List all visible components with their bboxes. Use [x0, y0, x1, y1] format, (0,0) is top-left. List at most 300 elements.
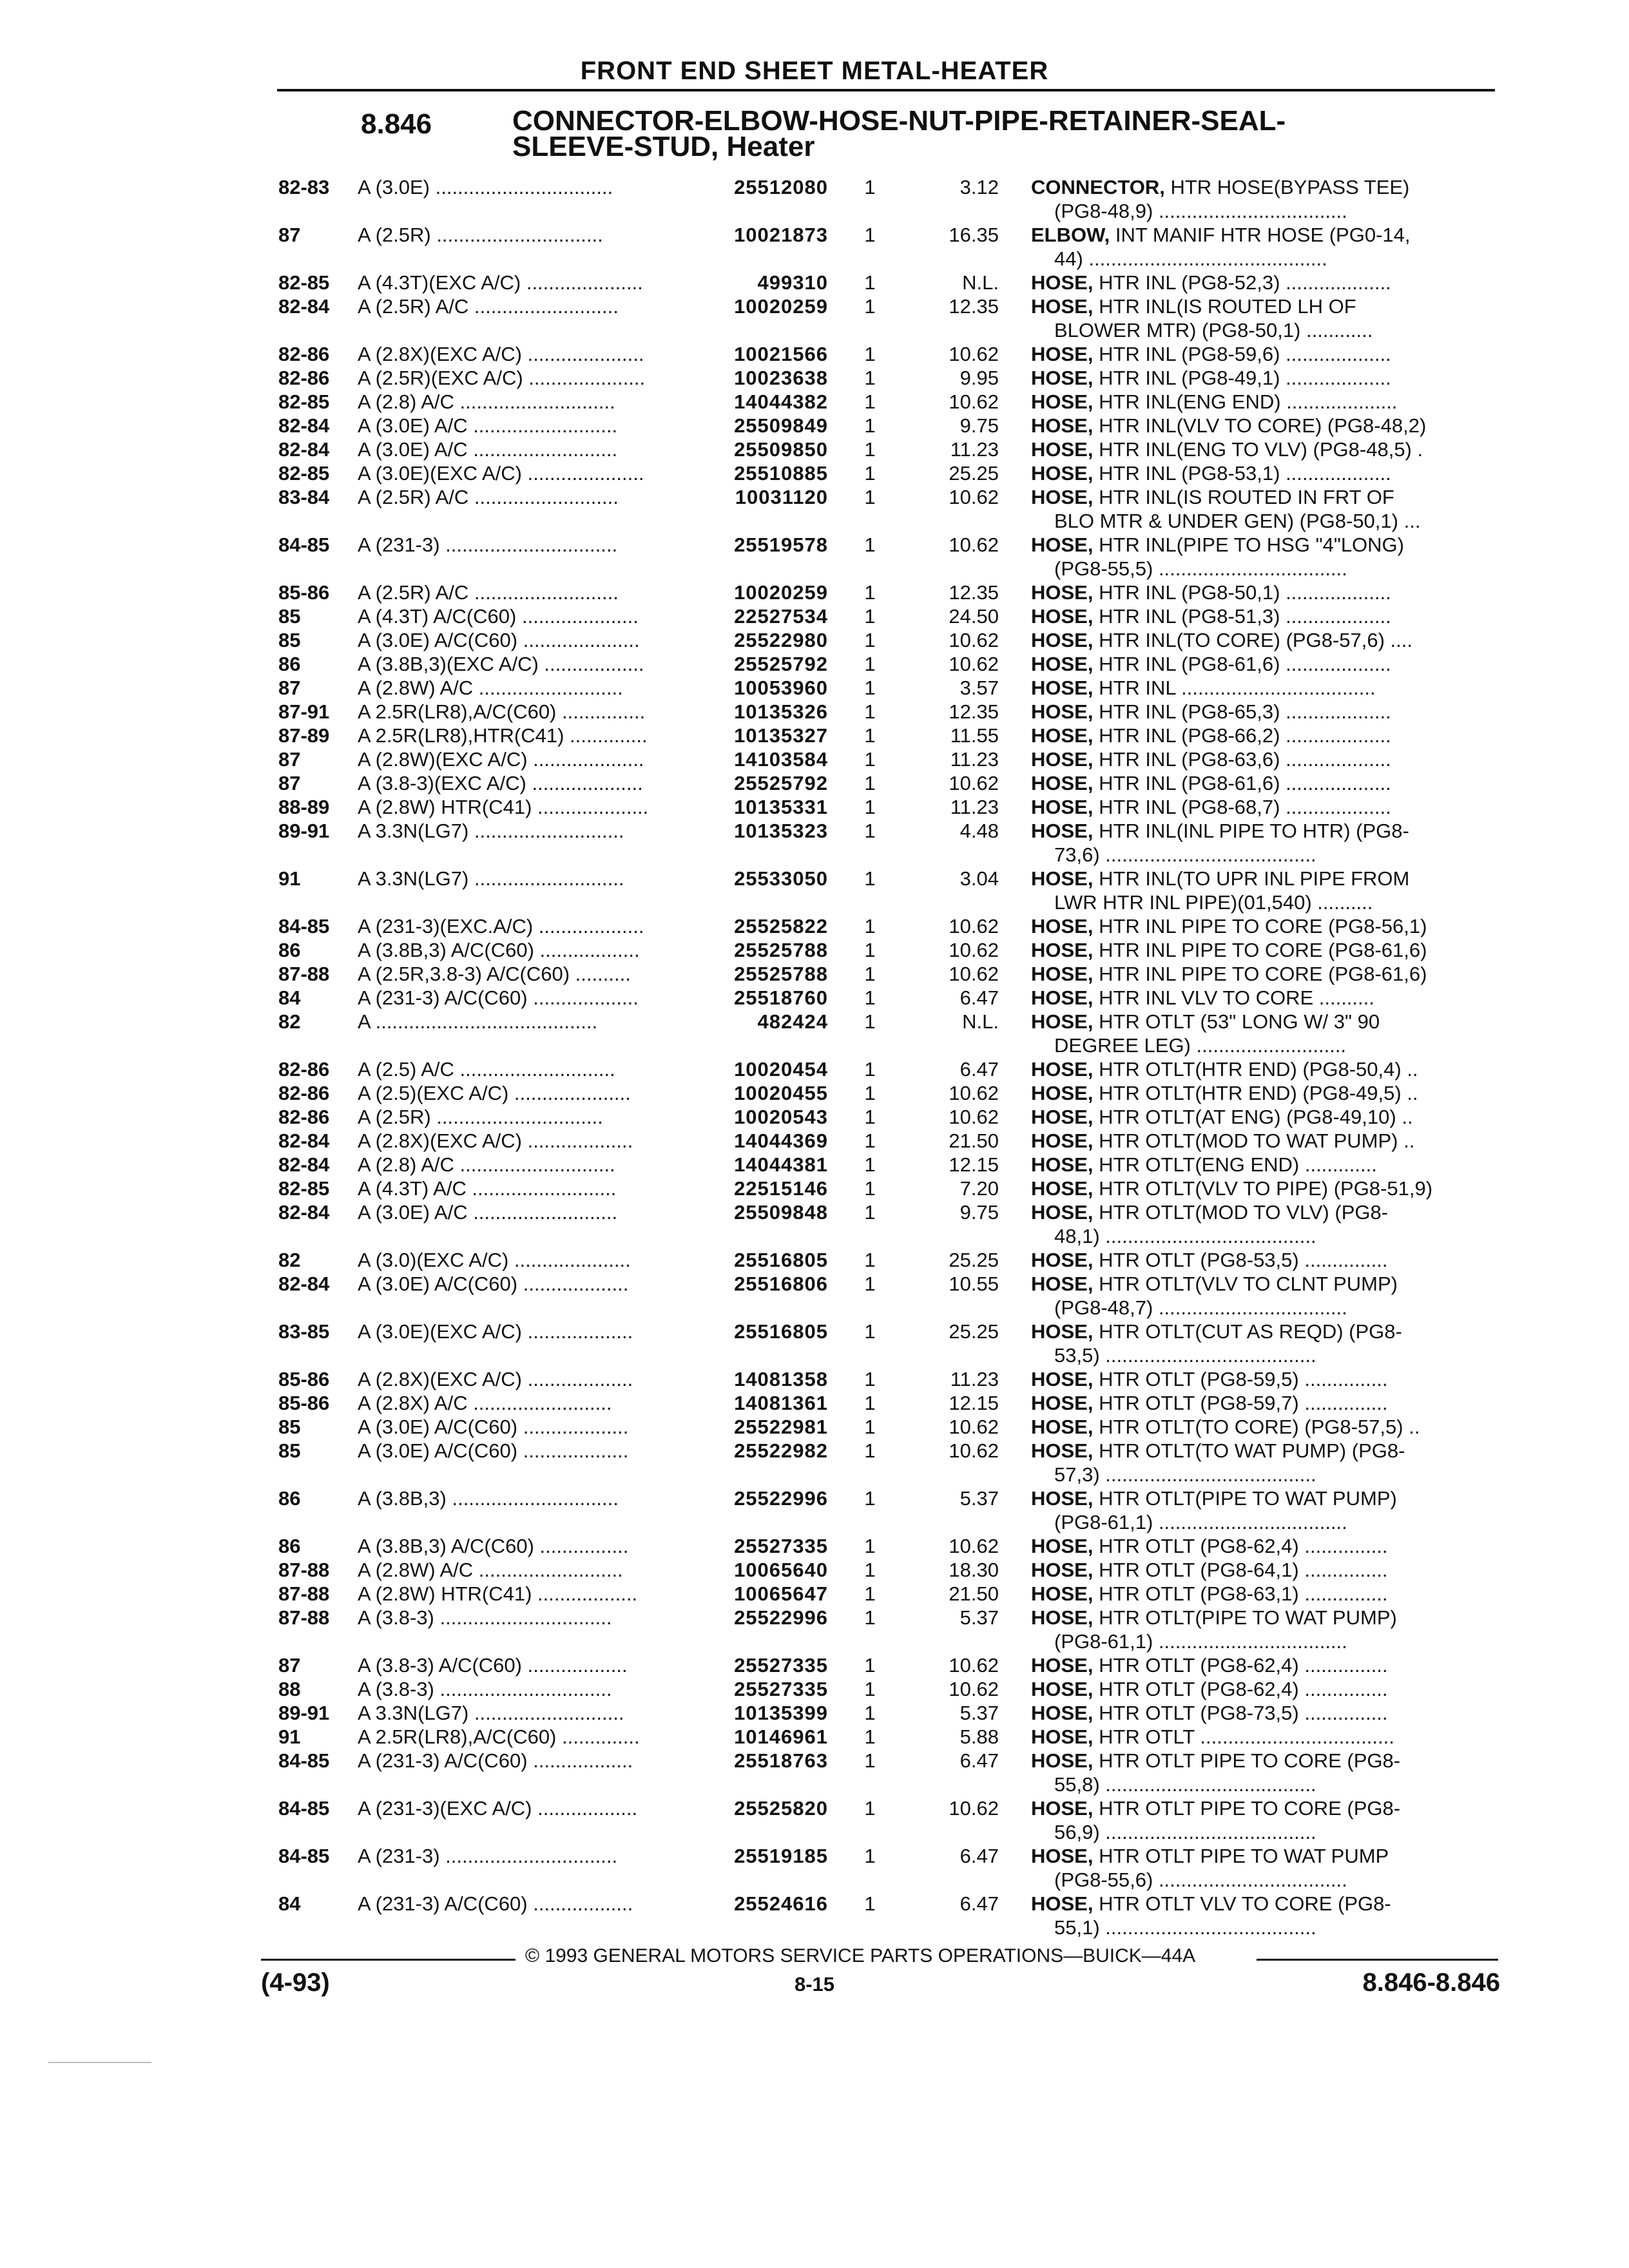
part-number: 25509849 — [734, 414, 828, 437]
model-years: 89-91 — [278, 1702, 330, 1724]
part-number: 22515146 — [734, 1177, 828, 1200]
description-keyword: CONNECTOR, — [1031, 176, 1165, 198]
quantity: 1 — [864, 1487, 876, 1510]
price: 12.35 — [949, 700, 999, 723]
model-years: 82-86 — [278, 367, 330, 389]
part-description — [1031, 819, 1501, 867]
model-years: 82-84 — [278, 1153, 330, 1176]
price: 10.62 — [949, 1678, 999, 1700]
description-line — [1031, 771, 1501, 795]
quantity: 1 — [864, 1654, 876, 1677]
part-number: 10020455 — [734, 1082, 828, 1104]
description-text: HTR OTLT (PG8-73,5) ............... — [1099, 1702, 1388, 1724]
part-description — [1031, 1796, 1501, 1844]
description-line — [1031, 747, 1501, 771]
description-keyword: HOSE, — [1031, 700, 1094, 723]
part-description — [1031, 581, 1501, 604]
model-years: 87 — [278, 1654, 301, 1677]
quantity: 1 — [864, 986, 876, 1009]
quantity: 1 — [864, 1416, 876, 1438]
model-years: 82-84 — [278, 438, 330, 461]
quantity: 1 — [864, 1439, 876, 1462]
description-line: 44) ........................................... — [1054, 247, 1327, 270]
price: 12.15 — [949, 1153, 999, 1176]
description-keyword: HOSE, — [1031, 939, 1094, 961]
model-years: 84 — [278, 986, 301, 1009]
part-number: 10021566 — [734, 343, 828, 365]
price: 11.23 — [950, 438, 999, 461]
description-text: HTR OTLT (PG8-62,4) ............... — [1099, 1535, 1388, 1557]
part-description — [1031, 414, 1501, 437]
description-line — [1031, 1749, 1501, 1773]
quantity: 1 — [864, 605, 876, 628]
model-application: A (3.8B,3) A/C(C60) .................. — [358, 939, 640, 961]
part-description — [1031, 1534, 1501, 1558]
description-text: HTR OTLT (PG8-64,1) ............... — [1099, 1559, 1388, 1581]
description-keyword: HOSE, — [1031, 677, 1094, 699]
description-text: HTR OTLT(VLV TO CLNT PUMP) — [1099, 1273, 1398, 1295]
model-application: A (3.0E)(EXC A/C) ................... — [358, 1320, 633, 1343]
description-keyword: HOSE, — [1031, 1201, 1094, 1224]
description-keyword: HOSE, — [1031, 986, 1094, 1009]
description-text: HTR OTLT(PIPE TO WAT PUMP) — [1099, 1487, 1397, 1510]
description-line — [1031, 652, 1501, 676]
description-line — [1031, 1367, 1501, 1391]
description-keyword: HOSE, — [1031, 915, 1094, 937]
description-keyword: HOSE, — [1031, 1725, 1094, 1748]
model-application: A (2.8W) A/C .......................... — [358, 1559, 623, 1581]
part-description — [1031, 533, 1501, 581]
footer-rule-left — [261, 1959, 516, 1961]
price: 10.62 — [949, 915, 999, 937]
price: 10.62 — [949, 343, 999, 365]
description-line: 55,1) ...................................... — [1054, 1916, 1316, 1939]
model-application: A (3.0E) A/C .......................... — [358, 414, 618, 437]
model-years: 84 — [278, 1892, 301, 1915]
model-years: 82-84 — [278, 1201, 330, 1224]
part-description — [1031, 747, 1501, 771]
model-years: 87-88 — [278, 1606, 330, 1629]
description-keyword: HOSE, — [1031, 1153, 1094, 1176]
price: 12.35 — [949, 295, 999, 318]
part-description — [1031, 1272, 1501, 1320]
model-years: 85 — [278, 1439, 301, 1462]
description-text: HTR OTLT (PG8-62,4) ............... — [1099, 1678, 1388, 1700]
price: 21.50 — [949, 1129, 999, 1152]
description-keyword: HOSE, — [1031, 486, 1094, 508]
description-line — [1031, 1105, 1501, 1129]
part-number: 14081361 — [734, 1392, 828, 1414]
description-keyword: HOSE, — [1031, 1320, 1094, 1343]
model-application: A (2.5R) A/C .......................... — [358, 581, 619, 604]
price: 10.62 — [949, 939, 999, 961]
description-keyword: HOSE, — [1031, 1177, 1094, 1200]
page-title: FRONT END SHEET METAL-HEATER — [580, 57, 1049, 85]
price: 10.62 — [949, 1416, 999, 1438]
description-line: DEGREE LEG) ........................... — [1054, 1034, 1347, 1057]
description-line — [1031, 1606, 1501, 1629]
model-application: A (231-3) ............................... — [358, 533, 618, 556]
description-keyword: HOSE, — [1031, 653, 1094, 675]
description-text: HTR INL (PG8-50,1) ................... — [1099, 581, 1391, 604]
price: 9.75 — [959, 414, 999, 437]
description-line — [1031, 1320, 1501, 1343]
quantity: 1 — [864, 295, 876, 318]
description-line: 55,8) ...................................... — [1054, 1773, 1316, 1796]
price: 10.62 — [949, 1439, 999, 1462]
description-text: HTR INL ................................... — [1099, 677, 1376, 699]
description-line — [1031, 533, 1501, 557]
description-text: HTR INL (PG8-61,6) ................... — [1099, 772, 1391, 794]
part-description — [1031, 1844, 1501, 1892]
price: 25.25 — [949, 1320, 999, 1343]
part-description — [1031, 342, 1501, 366]
description-line — [1031, 1415, 1501, 1439]
description-text: HTR INL VLV TO CORE .......... — [1099, 986, 1374, 1009]
quantity: 1 — [864, 1392, 876, 1414]
part-description — [1031, 294, 1501, 342]
description-keyword: HOSE, — [1031, 605, 1094, 628]
description-keyword: HOSE, — [1031, 772, 1094, 794]
model-application: A 3.3N(LG7) ........................... — [358, 867, 624, 890]
part-number: 25522981 — [734, 1416, 828, 1438]
description-text: HTR INL PIPE TO CORE (PG8-56,1) — [1099, 915, 1427, 937]
part-number: 25527335 — [734, 1535, 828, 1557]
model-application: A (3.8-3)(EXC A/C) .................... — [358, 772, 643, 794]
model-years: 82-86 — [278, 343, 330, 365]
description-keyword: HOSE, — [1031, 367, 1094, 389]
description-keyword: HOSE, — [1031, 1845, 1094, 1867]
model-years: 82 — [278, 1010, 301, 1033]
description-line — [1031, 1892, 1501, 1916]
part-number: 25522996 — [734, 1487, 828, 1510]
description-keyword: ELBOW, — [1031, 224, 1110, 246]
footer-rule-right — [1257, 1959, 1498, 1961]
model-years: 86 — [278, 1487, 301, 1510]
description-text: HTR OTLT PIPE TO CORE (PG8- — [1099, 1797, 1401, 1820]
model-application: A (2.5R,3.8-3) A/C(C60) .......... — [358, 963, 631, 985]
part-description — [1031, 485, 1501, 533]
part-description — [1031, 1367, 1501, 1391]
description-line — [1031, 1558, 1501, 1582]
model-application: A (2.5R) .............................. — [358, 224, 603, 246]
description-keyword: HOSE, — [1031, 1249, 1094, 1271]
description-text: HTR OTLT (PG8-62,4) ............... — [1099, 1654, 1388, 1677]
part-number: 25533050 — [734, 867, 828, 890]
model-application: A (2.8) A/C ............................ — [358, 1153, 615, 1176]
part-description — [1031, 175, 1501, 223]
description-keyword: HOSE, — [1031, 1559, 1094, 1581]
description-text: HTR INL (PG8-65,3) ................... — [1099, 700, 1391, 723]
part-number: 25525788 — [734, 963, 828, 985]
model-application: A (2.5)(EXC A/C) ..................... — [358, 1082, 631, 1104]
quantity: 1 — [864, 1559, 876, 1581]
price: 10.62 — [949, 653, 999, 675]
description-text: HTR OTLT (PG8-59,7) ............... — [1099, 1392, 1388, 1414]
part-number: 482424 — [757, 1010, 828, 1033]
model-application: A ........................................ — [358, 1010, 598, 1033]
description-keyword: HOSE, — [1031, 963, 1094, 985]
part-number: 25516805 — [734, 1320, 828, 1343]
part-description — [1031, 366, 1501, 390]
part-number: 14081358 — [734, 1368, 828, 1390]
model-years: 87-88 — [278, 1582, 330, 1605]
price: 10.62 — [949, 1106, 999, 1128]
description-keyword: HOSE, — [1031, 1058, 1094, 1081]
model-years: 87-89 — [278, 724, 330, 747]
description-keyword: HOSE, — [1031, 438, 1094, 461]
model-application: A (2.8W) HTR(C41) .................... — [358, 796, 649, 818]
model-years: 84-85 — [278, 1797, 330, 1820]
description-line — [1031, 1701, 1501, 1725]
description-keyword: HOSE, — [1031, 1892, 1094, 1915]
model-years: 87-88 — [278, 1559, 330, 1581]
description-text: HTR INL (PG8-63,6) ................... — [1099, 748, 1391, 771]
description-line — [1031, 962, 1501, 986]
description-keyword: HOSE, — [1031, 629, 1094, 651]
model-years: 82-85 — [278, 271, 330, 294]
model-application: A (2.8W) A/C .......................... — [358, 677, 623, 699]
model-years: 82 — [278, 1249, 301, 1271]
price: 18.30 — [949, 1559, 999, 1581]
part-number: 25527335 — [734, 1678, 828, 1700]
model-years: 84-85 — [278, 533, 330, 556]
description-line: 53,5) ...................................... — [1054, 1344, 1316, 1367]
price: N.L. — [962, 1010, 999, 1033]
description-text: HTR OTLT (PG8-53,5) ............... — [1099, 1249, 1388, 1271]
model-application: A (3.8B,3) .............................. — [358, 1487, 619, 1510]
footer-copyright: © 1993 GENERAL MOTORS SERVICE PARTS OPERATIONS—BUICK—44A — [525, 1945, 1196, 1966]
quantity: 1 — [864, 1678, 876, 1700]
description-line — [1031, 437, 1501, 461]
model-application: A (2.5R) .............................. — [358, 1106, 603, 1128]
price: 10.55 — [949, 1273, 999, 1295]
price: 10.62 — [949, 390, 999, 413]
model-application: A (231-3)(EXC.A/C) ................... — [358, 915, 644, 937]
price: 7.20 — [959, 1177, 999, 1200]
part-number: 25525822 — [734, 915, 828, 937]
price: 25.25 — [949, 462, 999, 485]
description-keyword: HOSE, — [1031, 271, 1094, 294]
part-number: 10021873 — [734, 224, 828, 246]
description-text: HTR INL(PIPE TO HSG "4"LONG) — [1099, 533, 1404, 556]
part-description — [1031, 1582, 1501, 1606]
price: 3.57 — [959, 677, 999, 699]
part-number: 10020259 — [734, 295, 828, 318]
model-years: 89-91 — [278, 820, 330, 842]
description-keyword: HOSE, — [1031, 1678, 1094, 1700]
quantity: 1 — [864, 867, 876, 890]
quantity: 1 — [864, 224, 876, 246]
quantity: 1 — [864, 176, 876, 198]
model-application: A (231-3)(EXC A/C) .................. — [358, 1797, 638, 1820]
description-keyword: HOSE, — [1031, 796, 1094, 818]
description-text: HTR OTLT(TO WAT PUMP) (PG8- — [1099, 1439, 1405, 1462]
description-text: HTR INL (PG8-53,1) ................... — [1099, 462, 1391, 485]
part-number: 25519185 — [734, 1845, 828, 1867]
model-years: 85 — [278, 1416, 301, 1438]
model-application: A (2.5R) A/C .......................... — [358, 486, 619, 508]
description-text: HTR INL(ENG END) .................... — [1099, 390, 1398, 413]
description-keyword: HOSE, — [1031, 1106, 1094, 1128]
part-description — [1031, 1057, 1501, 1081]
model-years: 84-85 — [278, 1845, 330, 1867]
description-text: HTR INL(INL PIPE TO HTR) (PG8- — [1099, 820, 1409, 842]
description-text: HTR OTLT(HTR END) (PG8-50,4) .. — [1099, 1058, 1418, 1081]
description-line: (PG8-48,9) .................................. — [1054, 200, 1347, 222]
model-years: 83-84 — [278, 486, 330, 508]
description-line — [1031, 1153, 1501, 1177]
model-years: 86 — [278, 939, 301, 961]
price: 10.62 — [949, 772, 999, 794]
quantity: 1 — [864, 1010, 876, 1033]
description-line — [1031, 1844, 1501, 1868]
description-text: HTR INL (PG8-59,6) ................... — [1099, 343, 1391, 365]
part-number: 10135323 — [734, 820, 828, 842]
part-description — [1031, 771, 1501, 795]
quantity: 1 — [864, 390, 876, 413]
model-application: A (3.0)(EXC A/C) ..................... — [358, 1249, 631, 1271]
description-text: HTR OTLT VLV TO CORE (PG8- — [1099, 1892, 1391, 1915]
description-keyword: HOSE, — [1031, 1749, 1094, 1772]
part-description — [1031, 1248, 1501, 1272]
description-keyword: HOSE, — [1031, 1082, 1094, 1104]
model-application: A (3.0E) A/C(C60) ................... — [358, 1273, 629, 1295]
model-years: 82-84 — [278, 414, 330, 437]
model-application: A (4.3T)(EXC A/C) ..................... — [358, 271, 643, 294]
part-description — [1031, 1177, 1501, 1200]
model-application: A (2.8W) HTR(C41) .................. — [358, 1582, 638, 1605]
model-years: 82-84 — [278, 1273, 330, 1295]
price: 16.35 — [949, 224, 999, 246]
description-text: HTR INL (PG8-61,6) ................... — [1099, 653, 1391, 675]
part-number: 25522982 — [734, 1439, 828, 1462]
model-years: 82-86 — [278, 1082, 330, 1104]
description-line — [1031, 1272, 1501, 1296]
description-line — [1031, 1439, 1501, 1463]
description-line — [1031, 485, 1501, 509]
model-years: 85 — [278, 605, 301, 628]
model-years: 85-86 — [278, 1392, 330, 1414]
model-years: 82-84 — [278, 1129, 330, 1152]
part-number: 25525792 — [734, 772, 828, 794]
price: 10.62 — [949, 1654, 999, 1677]
description-line: (PG8-61,1) .................................. — [1054, 1630, 1347, 1653]
price: 6.47 — [959, 1892, 999, 1915]
model-years: 86 — [278, 1535, 301, 1557]
quantity: 1 — [864, 963, 876, 985]
scan-speck — [48, 2062, 151, 2063]
description-text: HTR INL(TO UPR INL PIPE FROM — [1099, 867, 1410, 890]
part-description — [1031, 1725, 1501, 1749]
description-keyword: HOSE, — [1031, 1702, 1094, 1724]
quantity: 1 — [864, 1606, 876, 1629]
description-line: 48,1) ...................................... — [1054, 1225, 1316, 1247]
model-application: A (3.8-3) ............................... — [358, 1678, 612, 1700]
quantity: 1 — [864, 581, 876, 604]
quantity: 1 — [864, 1153, 876, 1176]
part-description — [1031, 437, 1501, 461]
part-description — [1031, 1677, 1501, 1701]
model-years: 82-84 — [278, 295, 330, 318]
description-line — [1031, 1248, 1501, 1272]
price: 5.37 — [959, 1487, 999, 1510]
model-application: A (3.8B,3) A/C(C60) ................ — [358, 1535, 629, 1557]
part-description — [1031, 271, 1501, 294]
model-years: 84-85 — [278, 1749, 330, 1772]
part-number: 10135327 — [734, 724, 828, 747]
part-description — [1031, 223, 1501, 271]
description-line — [1031, 676, 1501, 700]
description-keyword: HOSE, — [1031, 1535, 1094, 1557]
description-line — [1031, 938, 1501, 962]
model-years: 87-88 — [278, 963, 330, 985]
description-keyword: HOSE, — [1031, 1010, 1094, 1033]
description-line: (PG8-48,7) .................................. — [1054, 1296, 1347, 1319]
model-application: A (3.0E) A/C(C60) ..................... — [358, 629, 640, 651]
part-number: 25510885 — [734, 462, 828, 485]
price: 6.47 — [959, 1749, 999, 1772]
part-description — [1031, 938, 1501, 962]
description-text: HTR INL(VLV TO CORE) (PG8-48,2) — [1099, 414, 1427, 437]
quantity: 1 — [864, 1368, 876, 1390]
description-text: HTR OTLT PIPE TO CORE (PG8- — [1099, 1749, 1401, 1772]
price: 4.48 — [959, 820, 999, 842]
part-number: 25525792 — [734, 653, 828, 675]
description-keyword: HOSE, — [1031, 343, 1094, 365]
description-line — [1031, 914, 1501, 938]
part-number: 25522996 — [734, 1606, 828, 1629]
model-years: 87 — [278, 748, 301, 771]
price: 11.55 — [950, 724, 999, 747]
description-line — [1031, 1725, 1501, 1749]
model-years: 82-85 — [278, 390, 330, 413]
quantity: 1 — [864, 1582, 876, 1605]
quantity: 1 — [864, 343, 876, 365]
description-line — [1031, 1534, 1501, 1558]
quantity: 1 — [864, 820, 876, 842]
model-years: 82-85 — [278, 1177, 330, 1200]
part-description — [1031, 1486, 1501, 1534]
model-years: 85-86 — [278, 1368, 330, 1390]
description-text: HTR INL (PG8-66,2) ................... — [1099, 724, 1391, 747]
quantity: 1 — [864, 1177, 876, 1200]
price: 11.23 — [950, 796, 999, 818]
description-text: HTR INL PIPE TO CORE (PG8-61,6) — [1099, 939, 1427, 961]
part-number: 10053960 — [734, 677, 828, 699]
part-number: 25512080 — [734, 176, 828, 198]
description-line — [1031, 1391, 1501, 1415]
description-text: HTR OTLT(ENG END) ............. — [1099, 1153, 1377, 1176]
price: 10.62 — [949, 1082, 999, 1104]
part-number: 499310 — [757, 271, 828, 294]
description-line — [1031, 342, 1501, 366]
model-application: A (231-3) A/C(C60) ................... — [358, 986, 639, 1009]
description-text: HTR INL(IS ROUTED IN FRT OF — [1099, 486, 1394, 508]
price: 11.23 — [950, 748, 999, 771]
description-keyword: HOSE, — [1031, 1368, 1094, 1390]
quantity: 1 — [864, 1058, 876, 1081]
model-application: A (231-3) A/C(C60) .................. — [358, 1892, 633, 1915]
price: 11.23 — [950, 1368, 999, 1390]
model-years: 88 — [278, 1678, 301, 1700]
part-number: 10135399 — [734, 1702, 828, 1724]
model-application: A 3.3N(LG7) ........................... — [358, 820, 624, 842]
quantity: 1 — [864, 1249, 876, 1271]
part-number: 25519578 — [734, 533, 828, 556]
part-description — [1031, 962, 1501, 986]
model-years: 91 — [278, 1725, 301, 1748]
